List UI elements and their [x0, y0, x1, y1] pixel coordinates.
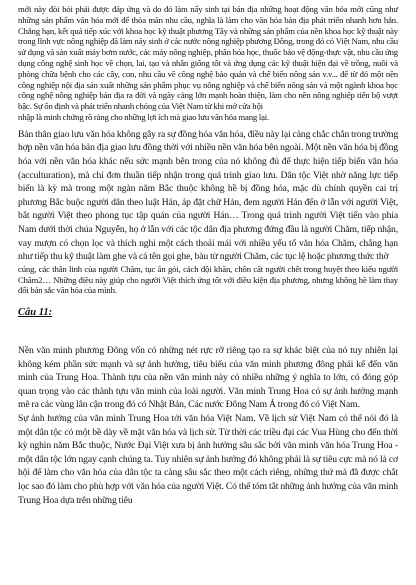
paragraph-chinese-influence: Sự ảnh hưởng của văn minh Trung Hoa tới văn hóa Việt Nam. Về lịch sử Việt Nam có thể nói đó là một dân tộc có một bề dày về mặt văn hóa và lịch sử. Từ thời các triều đại các Vua Hùng cho đến thời kỳ nghìn năm Bắc thuộc, Nước Đại Việt xưa bị ảnh hưởng sâu sắc bởi văn minh văn hóa Trung Hoa - một dân tộc lớn ngay cạnh chúng ta. Tuy nhiên sự ảnh hưởng đó không phải là sự tiêu cực mà nó là cơ hội để làm cho văn hóa của dân tộc ta càng sâu sắc theo một cách riêng, những thứ mà đã được chắt lọc sao đó làm cho phù hợp với văn hóa của người Việt. Có thể tóm tắt những ảnh hưởng của văn minh Trung Hoa dựa trên những tiêu [18, 413, 398, 506]
document-page [18, 4, 398, 507]
question-heading: Câu 11: [18, 307, 53, 319]
paragraph-cultural-exchange: Bản thân giao lưu văn hóa không gây ra sự đồng hóa văn hóa, điều này lại càng chắc chắn trong trường hợp nền văn hóa bản địa giao lưu đồng thời với nhiều nền văn hóa bên ngoài. Một nền văn hóa bị đồng hóa với nền văn hóa khác nếu sức mạnh bên trong của nó không đủ để thực hiện tiếp biến văn hóa (acculturation), mà chỉ đơn thuần tiếp nhận trong quá trình giao lưu. Dân tộc Việt nhờ năng lực tiếp biến là kỳ mà trong một ngàn năm Bắc thuộc không hề bị đồng hóa, mặc dù chính quyền cai trị phương Bắc buộc người dân theo luật Hán, áp đặt chữ Hán, đem người Hán đến ở lẫn với người Việt, bắt người Việt theo phong tục tập quán của người Hán… Trong quá trình người Việt tiến vào phía Nam dưới thời chúa Nguyễn, họ ở lẫn với các tộc dân địa phương đứng đầu là người Chăm, tiếp nhận, vay mượn có chọn lọc và thích nghi một cách thoải mái với nhiều yếu tố văn hóa Chăm, chẳng hạn như tiếp thu kỹ thuật làm ghe và cá tên gọi ghe, bàu từ người Chăm, các tục lệ hoặc phương thức thờ [18, 128, 399, 263]
paragraph-cultural-exchange-tail: cúng, các thần linh của người Chăm, tục ăn gỏi, cách đội khăn, chôn cất người chết trong huyệt theo kiểu người Chăm2… Những điều này giúp cho người Việt thích ứng tốt với điều kiện địa phương, nhưng không hề làm thay đổi bản sắc văn hóa của mình. [18, 263, 398, 296]
paragraph-agriculture-tail: nhập là minh chứng rõ ràng cho những lợi ích mà giao lưu văn hóa mang lại. [18, 111, 270, 122]
paragraph-agriculture: mới này đòi hỏi phải được đáp ứng và do đó làm nẩy sinh tại bản địa những hoạt động văn hóa mới cũng như những sản phẩm văn hóa mới để thỏa mãn nhu cầu, nghĩa là làm cho văn hóa bản địa phát triển nhanh hơn hẳn. Chẳng hạn, kết quả tiếp xúc với khoa học kỹ thuật phương Tây và những sản phẩm của nền khoa học kỹ thuật này trong lĩnh vực nông nghiệp đã làm nảy sinh ở các nước nông nghiệp phương Đông, trong đó có Việt Nam, nhu cầu sử dụng và sản xuất máy bơm nước, các máy nông nghiệp, phân hóa học, thuốc bảo vệ động-thực vật, nhu cầu ứng dụng công nghệ sinh học về chọn, lai, tạo và nhân giống tốt và ứng dụng các kỹ thuật hiện đại về trồng, nuôi và phòng chữa bệnh cho các cây, con, nhu cầu về công nghệ bảo quản và chế biến nông sản v.v... để từ đó một nền công nghiệp nội địa sản xuất những sản phẩm phục vụ nông nghiệp và chế biến nông sản và một ngành khoa học công nghệ nông nghiệp bản địa ra đời và ngày càng lớn mạnh hoàn thiện, làm cho nền nông nghiệp tiến bộ vượt bậc. Sự ổn định và phát triển nhanh chóng của Việt Nam từ khi mở cửa hội [18, 4, 398, 112]
paragraph-eastern-civilization: Nền văn minh phương Đông vốn có những nét rực rỡ riêng tạo ra sự khác biệt của nó tuy nhiên lại không kém phần sức mạnh và sự ảnh hưởng, tiêu biểu của văn minh phương đông phải kể đến văn minh của Trung Hoa. Thành tựu của nền văn minh này có nhiều những ý nghĩa to lớn, có đóng góp quan trọng vào các thành tựu văn minh của loài người. Văn minh Trung Hoa có sự ảnh hưởng mạnh mẽ ra các vùng lân cận trong đó có Nhật Bản, Các nước Đông Nam Á trong đó có Việt Nam. [18, 345, 398, 411]
